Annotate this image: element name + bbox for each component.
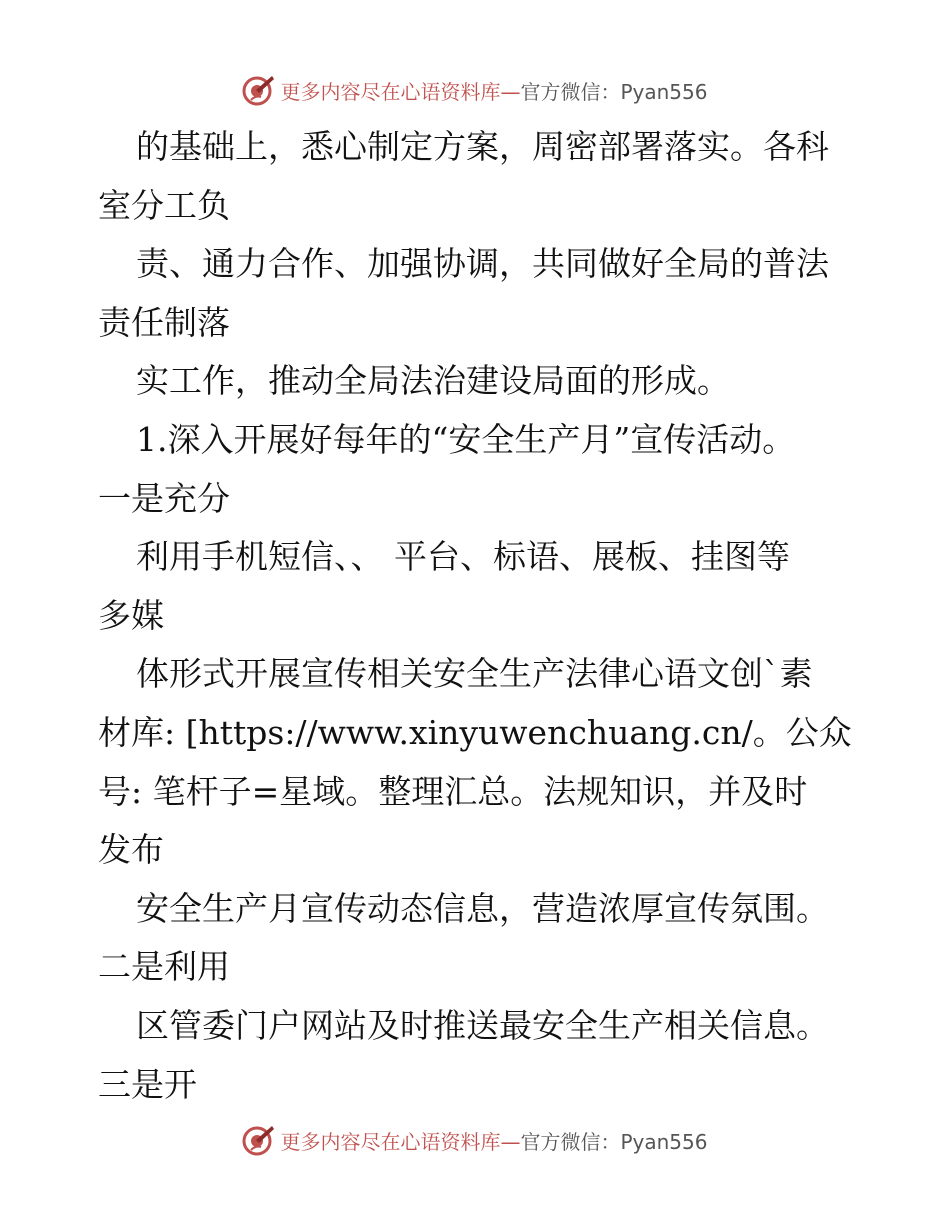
footer-watermark-banner	[0, 1120, 950, 1160]
watermark-text	[280, 76, 707, 105]
text-line: 发布	[98, 830, 164, 870]
text-line: 1.深入开展好每年的“安全生产月”宣传活动。	[136, 419, 796, 459]
document-body	[98, 118, 858, 1114]
pen-logo-icon	[242, 1123, 276, 1157]
text-line: 多媒	[98, 595, 164, 635]
text-line: 责、通力合作、加强协调，共同做好全局的普法	[136, 244, 829, 284]
text-line: 责任制落	[98, 302, 230, 342]
text-line: 利用手机短信、、 平台、标语、展板、挂图等	[136, 537, 790, 577]
watermark-library-text: 更多内容尽在心语资料库—	[280, 1129, 521, 1154]
text-line: 三是开	[98, 1064, 197, 1104]
header-watermark-banner	[0, 70, 950, 110]
text-line: 号: 笔杆子=星域。整理汇总。法规知识，并及时	[98, 771, 808, 811]
text-line: 二是利用	[98, 947, 230, 987]
text-line: 室分工负	[98, 185, 230, 225]
watermark-wechat-text: 官方微信：Pyan556	[520, 1129, 708, 1154]
text-line: 体形式开展宣传相关安全生产法律心语文创`素	[136, 654, 813, 694]
text-line: 材库: [https://www.xinyuwenchuang.cn/。公众	[98, 712, 852, 752]
text-line: 安全生产月宣传动态信息，营造浓厚宣传氛围。	[136, 888, 829, 928]
pen-logo-icon	[242, 73, 276, 107]
text-line: 一是充分	[98, 478, 230, 518]
text-line: 的基础上，悉心制定方案，周密部署落实。各科	[136, 127, 829, 166]
text-line: 实工作，推动全局法治建设局面的形成。	[136, 361, 730, 401]
watermark-wechat-text: 官方微信：Pyan556	[520, 79, 708, 104]
watermark-library-text: 更多内容尽在心语资料库—	[280, 79, 521, 104]
watermark-text	[280, 1126, 707, 1155]
text-line: 区管委门户网站及时推送最安全生产相关信息。	[136, 1005, 829, 1045]
